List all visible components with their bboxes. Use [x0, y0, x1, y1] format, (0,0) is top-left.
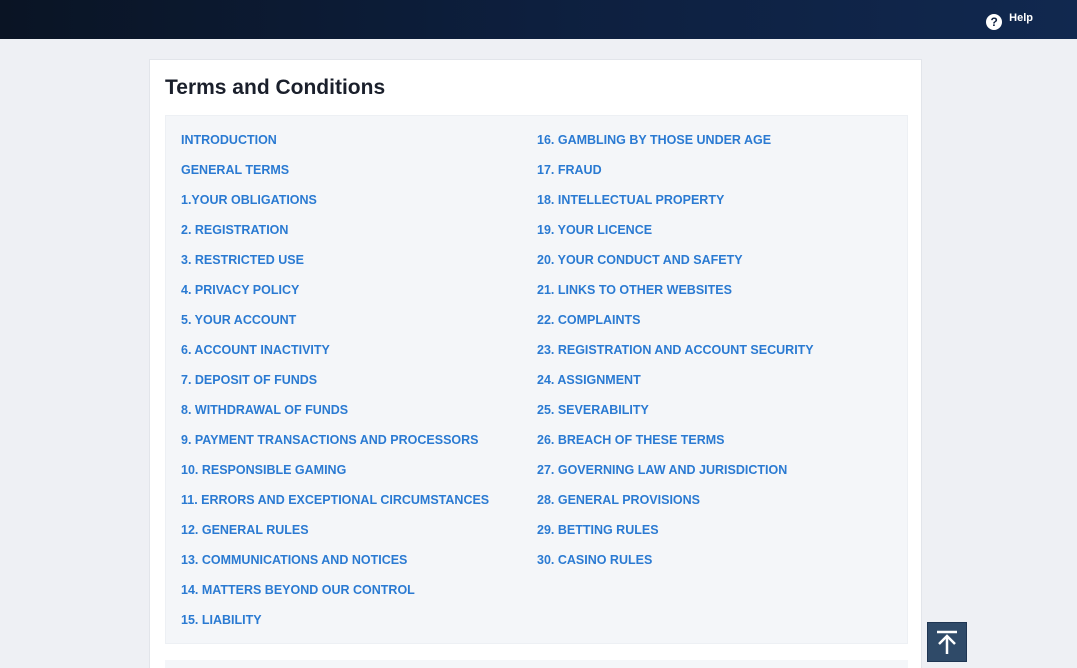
toc-link[interactable]: 15. LIABILITY	[181, 613, 262, 627]
toc-link[interactable]: 23. REGISTRATION AND ACCOUNT SECURITY	[537, 343, 814, 357]
toc-link[interactable]: 20. YOUR CONDUCT AND SAFETY	[537, 253, 743, 267]
toc-link[interactable]: 22. COMPLAINTS	[537, 313, 641, 327]
page-title: Terms and Conditions	[165, 76, 386, 99]
toc-column-left	[181, 132, 489, 642]
toc-item	[181, 312, 489, 342]
toc-item	[537, 552, 814, 582]
top-header-bar	[0, 0, 1077, 39]
toc-item	[537, 252, 814, 282]
toc-link[interactable]: 12. GENERAL RULES	[181, 523, 309, 537]
toc-item	[537, 282, 814, 312]
toc-item	[181, 372, 489, 402]
toc-item	[181, 222, 489, 252]
toc-item	[181, 522, 489, 552]
toc-link[interactable]: 18. INTELLECTUAL PROPERTY	[537, 193, 725, 207]
toc-item	[181, 612, 489, 642]
next-section-panel	[165, 660, 908, 668]
toc-link[interactable]: INTRODUCTION	[181, 133, 277, 147]
toc-link[interactable]: 29. BETTING RULES	[537, 523, 659, 537]
toc-item	[537, 192, 814, 222]
toc-item	[181, 282, 489, 312]
toc-item	[537, 342, 814, 372]
toc-link[interactable]: 1.YOUR OBLIGATIONS	[181, 193, 317, 207]
toc-link[interactable]: 27. GOVERNING LAW AND JURISDICTION	[537, 463, 788, 477]
toc-link[interactable]: 21. LINKS TO OTHER WEBSITES	[537, 283, 732, 297]
toc-link[interactable]: 25. SEVERABILITY	[537, 403, 649, 417]
arrow-up-to-top-icon	[933, 628, 961, 656]
toc-link[interactable]: 11. ERRORS AND EXCEPTIONAL CIRCUMSTANCES	[181, 493, 490, 507]
toc-item	[181, 402, 489, 432]
toc-link[interactable]: 17. FRAUD	[537, 163, 602, 177]
toc-item	[537, 312, 814, 342]
toc-item	[181, 342, 489, 372]
toc-item	[537, 132, 814, 162]
toc-item	[181, 582, 489, 612]
toc-link[interactable]: 28. GENERAL PROVISIONS	[537, 493, 701, 507]
toc-link[interactable]: 7. DEPOSIT OF FUNDS	[181, 373, 318, 387]
toc-column-right	[537, 132, 814, 582]
toc-item	[181, 492, 489, 522]
toc-link[interactable]: 9. PAYMENT TRANSACTIONS AND PROCESSORS	[181, 433, 479, 447]
help-label: Help	[1009, 11, 1033, 24]
toc-link[interactable]: 8. WITHDRAWAL OF FUNDS	[181, 403, 349, 417]
scroll-to-top-button[interactable]	[927, 622, 967, 662]
toc-item	[537, 492, 814, 522]
toc-link[interactable]: 14. MATTERS BEYOND OUR CONTROL	[181, 583, 415, 597]
toc-link[interactable]: 5. YOUR ACCOUNT	[181, 313, 297, 327]
toc-item	[181, 252, 489, 282]
help-button[interactable]	[986, 10, 1033, 30]
toc-link[interactable]: GENERAL TERMS	[181, 163, 290, 177]
toc-link[interactable]: 30. CASINO RULES	[537, 553, 653, 567]
toc-link[interactable]: 3. RESTRICTED USE	[181, 253, 304, 267]
toc-link[interactable]: 4. PRIVACY POLICY	[181, 283, 300, 297]
toc-link[interactable]: 13. COMMUNICATIONS AND NOTICES	[181, 553, 408, 567]
toc-item	[537, 462, 814, 492]
table-of-contents	[165, 115, 908, 644]
question-circle-icon: ?	[986, 14, 1002, 30]
toc-link[interactable]: 16. GAMBLING BY THOSE UNDER AGE	[537, 133, 772, 147]
toc-item	[537, 402, 814, 432]
toc-link[interactable]: 6. ACCOUNT INACTIVITY	[181, 343, 330, 357]
toc-item	[181, 192, 489, 222]
toc-item	[181, 552, 489, 582]
toc-link[interactable]: 2. REGISTRATION	[181, 223, 289, 237]
toc-link[interactable]: 26. BREACH OF THESE TERMS	[537, 433, 725, 447]
toc-item	[181, 132, 489, 162]
toc-link[interactable]: 10. RESPONSIBLE GAMING	[181, 463, 347, 477]
toc-link[interactable]: 24. ASSIGNMENT	[537, 373, 641, 387]
toc-item	[537, 162, 814, 192]
toc-link[interactable]: 19. YOUR LICENCE	[537, 223, 653, 237]
toc-item	[537, 432, 814, 462]
toc-item	[181, 162, 489, 192]
toc-item	[181, 432, 489, 462]
toc-item	[537, 222, 814, 252]
terms-card	[149, 59, 922, 668]
toc-item	[181, 462, 489, 492]
toc-item	[537, 522, 814, 552]
toc-item	[537, 372, 814, 402]
